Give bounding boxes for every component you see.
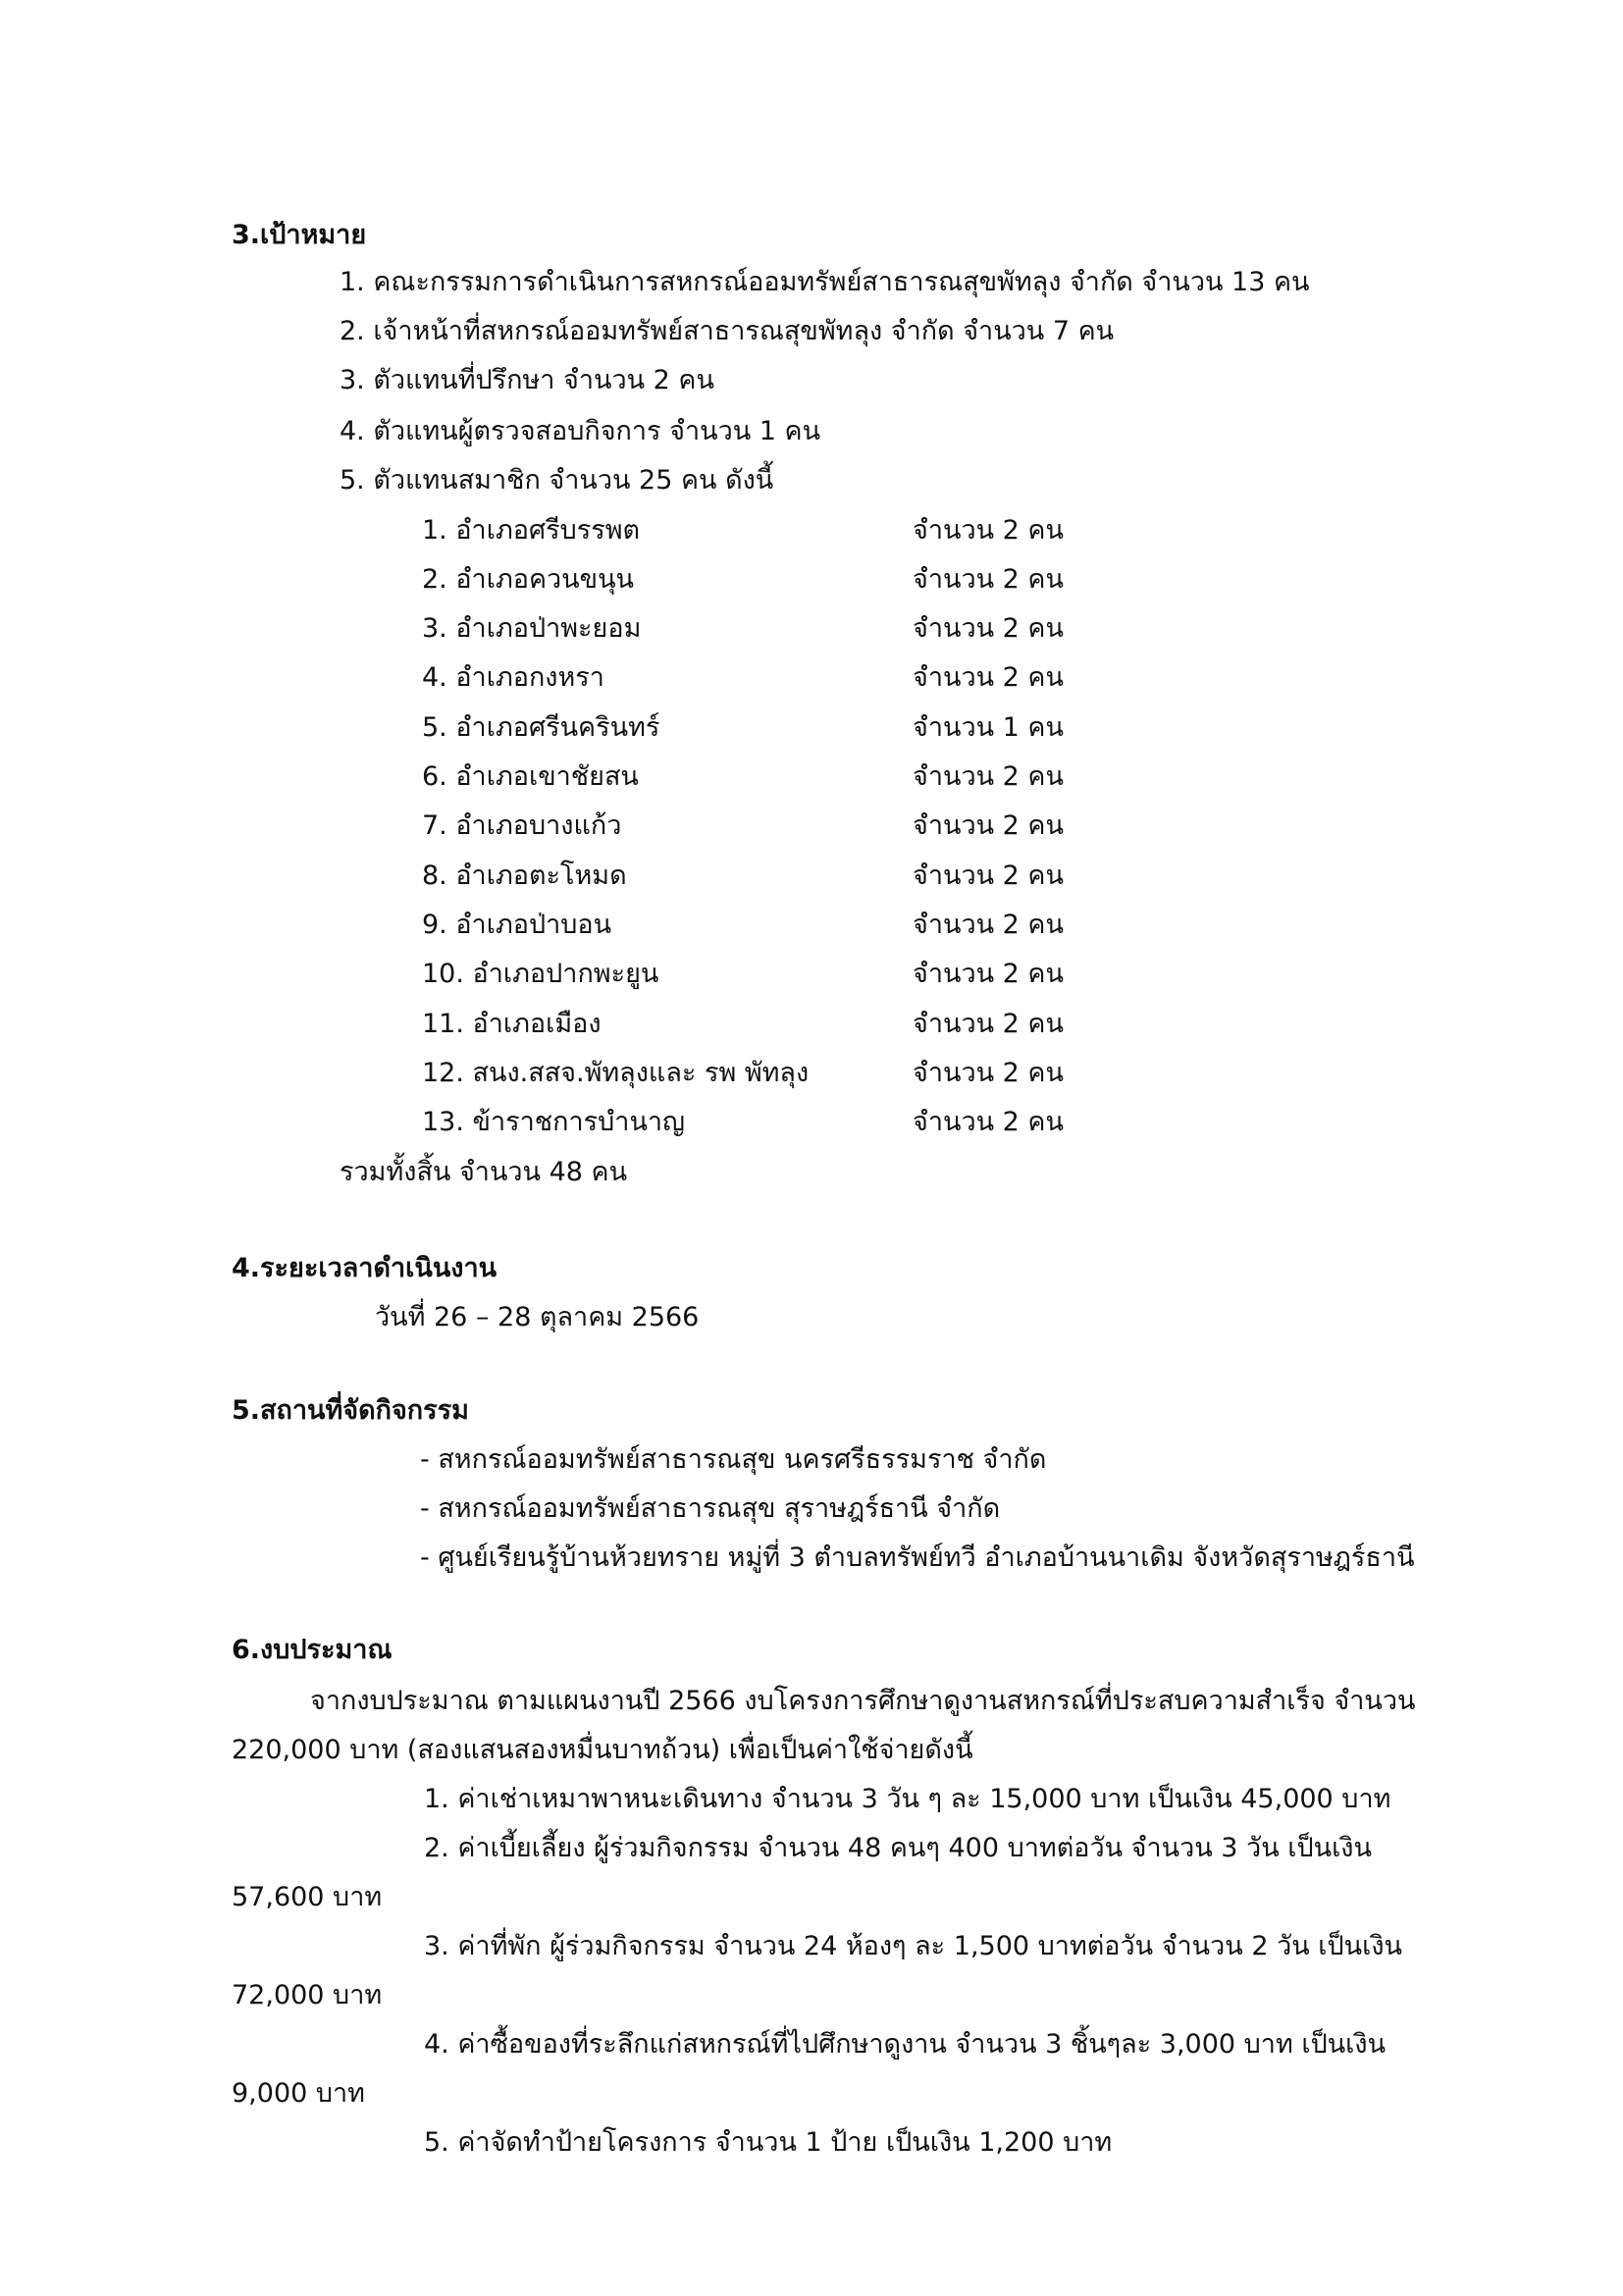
budget-intro: 220,000 บาท (สองแสนสองหมื่นบาทถ้วน) เพื่อเป็นค่าใช้จ่ายดังนี้ [232, 1735, 973, 1765]
district-count: จำนวน 1 คน [913, 712, 1064, 743]
district-count: จำนวน 2 คน [913, 564, 1064, 595]
district-name: 2. อำเภอควนขนุน [422, 564, 635, 595]
operation-date: วันที่ 26 – 28 ตุลาคม 2566 [375, 1302, 700, 1332]
district-name: 12. สนง.สสจ.พัทลุงและ รพ พัทลุง [422, 1058, 810, 1088]
target-item: 2. เจ้าหน้าที่สหกรณ์ออมทรัพย์สาธารณสุขพัทลุง จำกัด จำนวน 7 คน [340, 316, 1115, 346]
district-name: 3. อำเภอป่าพะยอม [422, 613, 642, 644]
district-count: จำนวน 2 คน [913, 515, 1064, 546]
budget-item-amount: 9,000 บาท [232, 2078, 365, 2109]
district-count: จำนวน 2 คน [913, 810, 1064, 841]
target-item: 5. ตัวแทนสมาชิก จำนวน 25 คน ดังนี้ [340, 465, 774, 496]
district-name: 5. อำเภอศรีนครินทร์ [422, 712, 660, 743]
district-count: จำนวน 2 คน [913, 861, 1064, 891]
district-count: จำนวน 2 คน [913, 1058, 1064, 1088]
budget-item: 4. ค่าซื้อของที่ระลึกแก่สหกรณ์ที่ไปศึกษาดูงาน จำนวน 3 ชิ้นๆละ 3,000 บาท เป็นเงิน [424, 2029, 1387, 2060]
budget-item: 3. ค่าที่พัก ผู้ร่วมกิจกรรม จำนวน 24 ห้องๆ ละ 1,500 บาทต่อวัน จำนวน 2 วัน เป็นเงิน [424, 1931, 1402, 1961]
district-name: 13. ข้าราชการบำนาญ [422, 1107, 686, 1137]
district-name: 4. อำเภอกงหรา [422, 662, 604, 693]
district-count: จำนวน 2 คน [913, 1009, 1064, 1039]
district-count: จำนวน 2 คน [913, 1107, 1064, 1137]
district-count: จำนวน 2 คน [913, 761, 1064, 792]
district-count: จำนวน 2 คน [913, 662, 1064, 693]
target-item: 4. ตัวแทนผู้ตรวจสอบกิจการ จำนวน 1 คน [340, 416, 821, 446]
venue-item: - สหกรณ์ออมทรัพย์สาธารณสุข นครศรีธรรมราช จำกัด [420, 1444, 1047, 1475]
venue-item: - สหกรณ์ออมทรัพย์สาธารณสุข สุราษฎร์ธานี จำกัด [420, 1493, 1001, 1524]
section3-heading: 3.เป้าหมาย [232, 220, 367, 250]
district-count: จำนวน 2 คน [913, 959, 1064, 989]
district-name: 9. อำเภอป่าบอน [422, 910, 612, 940]
budget-item-amount: 72,000 บาท [232, 1980, 383, 2010]
district-count: จำนวน 2 คน [913, 910, 1064, 940]
section5-heading: 5.สถานที่จัดกิจกรรม [232, 1395, 469, 1426]
target-total: รวมทั้งสิ้น จำนวน 48 คน [340, 1157, 628, 1187]
section4-heading: 4.ระยะเวลาดำเนินงาน [232, 1253, 497, 1283]
budget-item: 2. ค่าเบี้ยเลี้ยง ผู้ร่วมกิจกรรม จำนวน 48 คนๆ 400 บาทต่อวัน จำนวน 3 วัน เป็นเงิน [424, 1833, 1372, 1863]
target-item: 3. ตัวแทนที่ปรึกษา จำนวน 2 คน [340, 365, 714, 395]
budget-item: 1. ค่าเช่าเหมาพาหนะเดินทาง จำนวน 3 วัน ๆ ละ 15,000 บาท เป็นเงิน 45,000 บาท [424, 1784, 1391, 1814]
target-item: 1. คณะกรรมการดำเนินการสหกรณ์ออมทรัพย์สาธารณสุขพัทลุง จำกัด จำนวน 13 คน [340, 267, 1310, 297]
budget-intro: จากงบประมาณ ตามแผนงานปี 2566 งบโครงการศึกษาดูงานสหกรณ์ที่ประสบความสำเร็จ จำนวน [310, 1686, 1416, 1716]
district-name: 7. อำเภอบางแก้ว [422, 810, 622, 841]
district-name: 8. อำเภอตะโหมด [422, 861, 627, 891]
district-count: จำนวน 2 คน [913, 613, 1064, 644]
district-name: 6. อำเภอเขาชัยสน [422, 761, 639, 792]
budget-item-amount: 57,600 บาท [232, 1882, 383, 1912]
district-name: 11. อำเภอเมือง [422, 1009, 602, 1039]
district-name: 1. อำเภอศรีบรรพต [422, 515, 641, 546]
section6-heading: 6.งบประมาณ [232, 1635, 393, 1665]
district-name: 10. อำเภอปากพะยูน [422, 959, 659, 989]
budget-item: 5. ค่าจัดทำป้ายโครงการ จำนวน 1 ป้าย เป็นเงิน 1,200 บาท [424, 2127, 1113, 2158]
venue-item: - ศูนย์เรียนรู้บ้านห้วยทราย หมู่ที่ 3 ตำบลทรัพย์ทวี อำเภอบ้านนาเดิม จังหวัดสุราษฎร์ธานี [420, 1542, 1415, 1573]
